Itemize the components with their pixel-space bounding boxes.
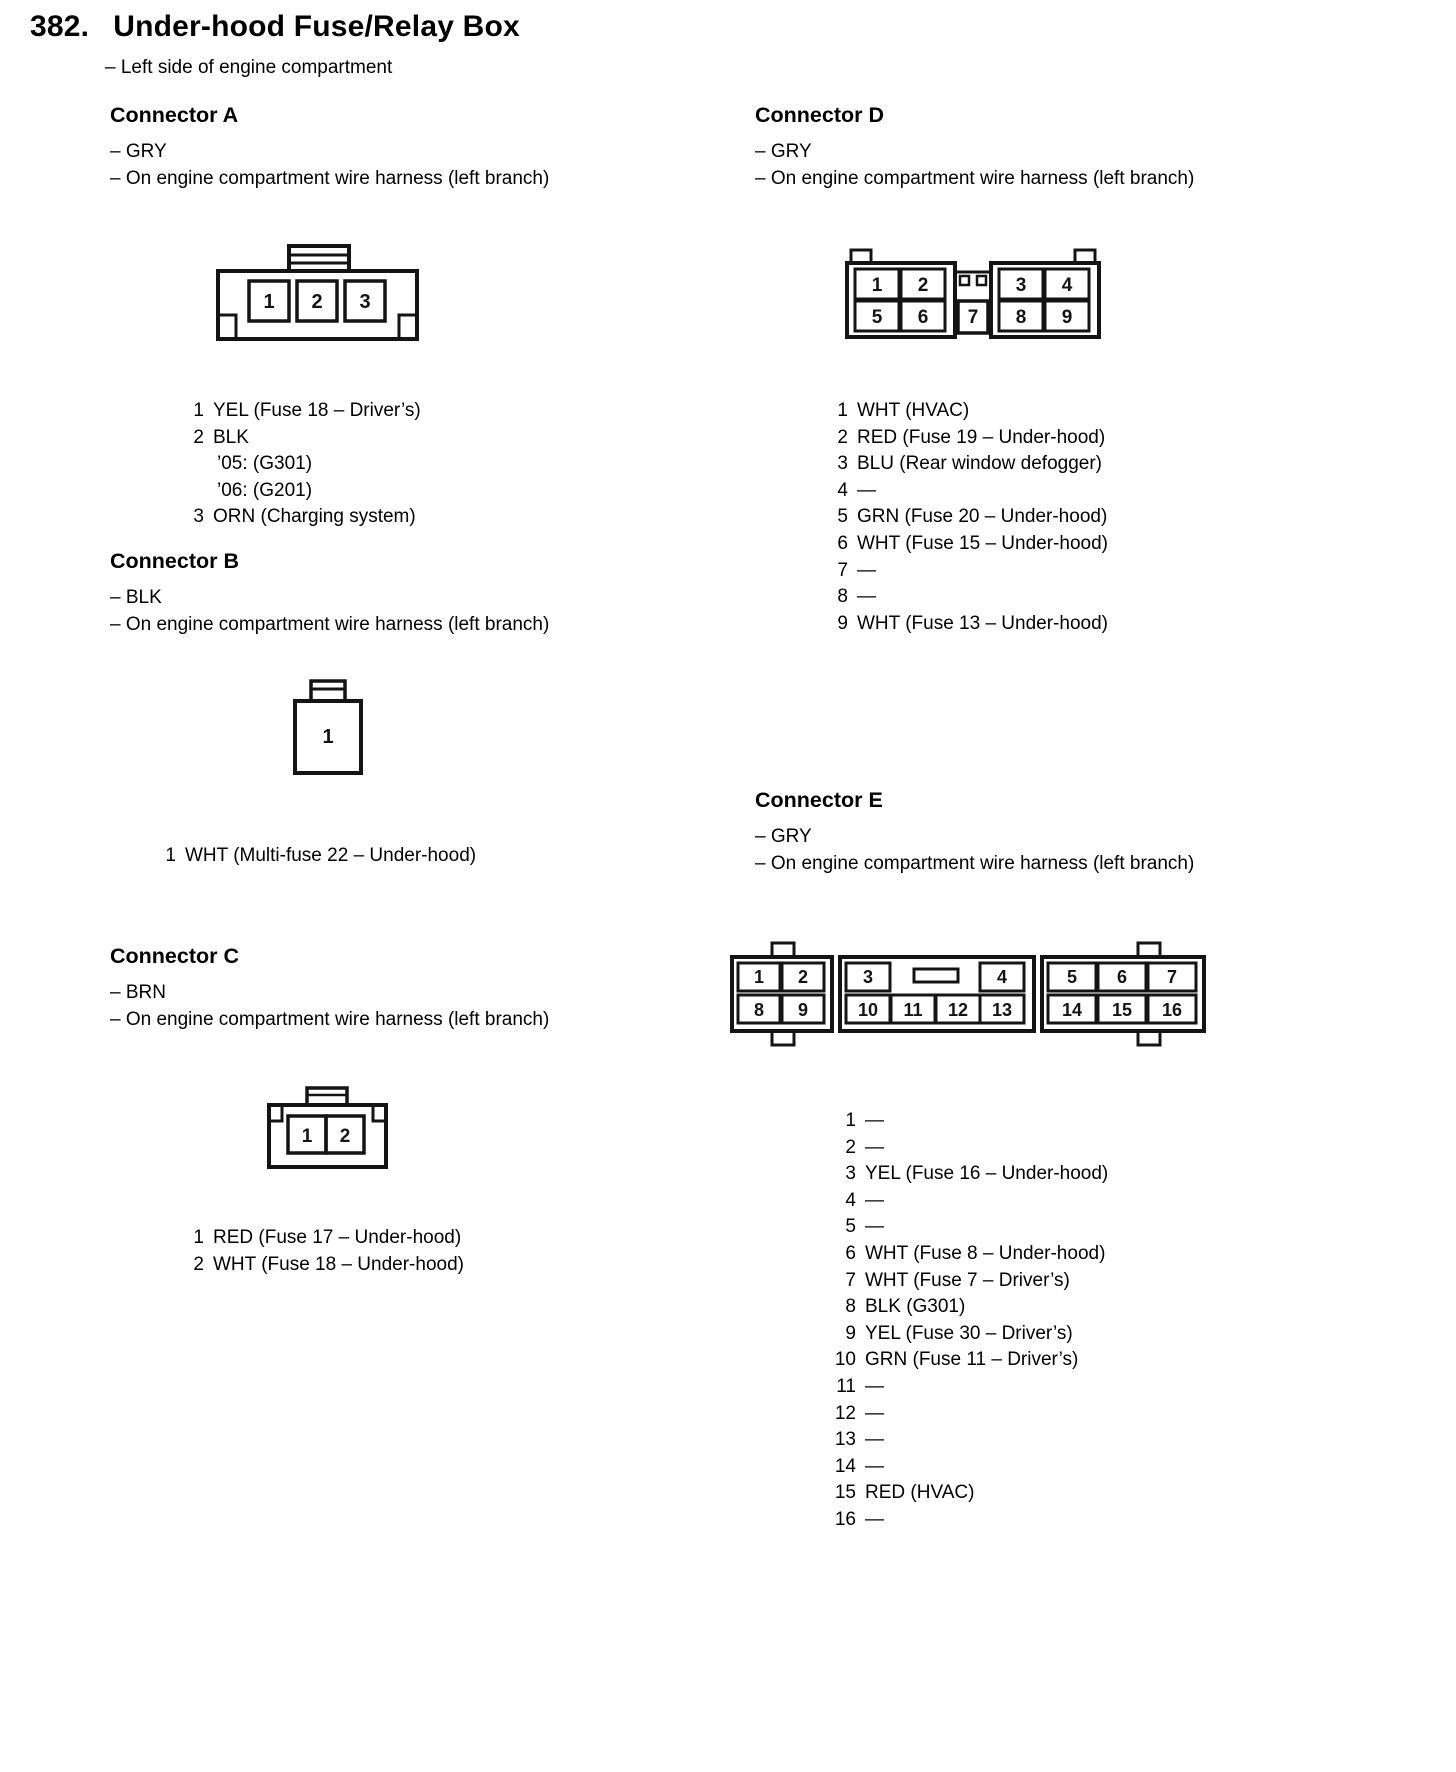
diagram-pin-label: 5 [871,307,883,328]
pin-number: 2 [837,426,848,448]
pin-description: WHT (Fuse 13 – Under-hood) [857,612,1108,634]
pin-number: 1 [193,1227,204,1248]
pin-description: YEL (Fuse 16 – Under-hood) [865,1163,1109,1185]
connector-d-harness-note: – On engine compartment wire harness (left branch) [755,168,1195,189]
connector-d-attributes [755,138,1194,192]
diagram-pin-label: 1 [301,1126,313,1147]
pin-row [830,1188,1108,1215]
pin-number [178,478,204,505]
pin-row [822,611,1108,638]
connector-e-heading: Connector E [755,788,883,812]
connector-d-diagram [843,245,1103,345]
pin-description: — [865,1402,884,1424]
latch-tab [772,1031,794,1045]
pin-number: 11 [836,1375,856,1397]
connector-d-pin-list [822,398,1108,637]
pin-description: YEL (Fuse 18 – Driver’s) [213,400,421,421]
pin-row [822,558,1108,585]
pin-row [830,1347,1108,1374]
pin-number: 13 [834,1429,856,1451]
diagram-pin-label: 14 [1061,1000,1083,1020]
diagram-pin-label: 3 [1015,275,1027,296]
connector-b-diagram [288,678,368,778]
pin-description: WHT (Fuse 7 – Driver’s) [865,1269,1070,1291]
pin-row [822,425,1108,452]
pin-number: 5 [837,506,848,528]
connector-b-pin-list [150,843,476,870]
pin-row [830,1135,1108,1162]
pin-number: 2 [193,426,204,448]
pin-number: 15 [834,1482,856,1504]
pin-description: — [865,1429,884,1451]
latch-tab [289,246,349,271]
connector-a-harness-note: – On engine compartment wire harness (left branch) [110,168,550,189]
pin-row [830,1108,1108,1135]
pin-number: 14 [834,1455,856,1477]
pin-number: 9 [837,612,848,634]
connector-c-heading: Connector C [110,944,239,968]
diagram-pin-label: 11 [903,1000,923,1020]
connector-a-heading: Connector A [110,103,239,127]
pin-number: 1 [837,400,848,421]
connector-d-heading: Connector D [755,103,884,127]
connector-b-attributes [110,584,549,638]
pin-description: — [865,1189,884,1211]
pin-description: WHT (Fuse 18 – Under-hood) [213,1253,464,1275]
pin-number: 3 [193,506,204,528]
connector-e-color: – GRY [755,826,812,847]
pin-row [822,398,1108,425]
pin-number: 6 [845,1242,856,1264]
diagram-pin-label: 12 [947,1000,969,1020]
pin-number: 10 [834,1349,856,1371]
pin-description: RED (Fuse 19 – Under-hood) [857,426,1106,448]
pin-number: 12 [834,1402,856,1424]
pin-description: — [865,1110,884,1131]
connector-c-harness-note: – On engine compartment wire harness (left branch) [110,1009,550,1030]
section-number: 382. [30,10,90,43]
pin-number: 7 [837,559,848,581]
pin-row [178,1225,464,1252]
pin-row [830,1161,1108,1188]
diagram-pin-label: 9 [1061,307,1073,328]
pin-number: 6 [837,532,848,554]
diagram-pin-label: 1 [322,726,334,748]
pin-number: 3 [845,1163,856,1185]
latch-tab [307,1088,347,1105]
pin-number: 4 [845,1189,856,1211]
pin-description: YEL (Fuse 30 – Driver’s) [865,1322,1073,1344]
diagram-pin-label: 6 [1116,967,1128,987]
pin-row [830,1454,1108,1481]
pin-number: 2 [845,1136,856,1158]
pin-description: — [865,1455,884,1477]
pin-number: 2 [193,1253,204,1275]
pin-description: — [857,479,876,501]
connector-c-attributes [110,979,549,1033]
pin-row [822,504,1108,531]
diagram-pin-label: 1 [753,967,765,987]
connector-b-harness-note: – On engine compartment wire harness (left branch) [110,614,550,635]
pin-number: 1 [165,845,176,866]
pin-row [822,531,1108,558]
diagram-pin-label: 6 [917,307,929,328]
latch-tab [772,943,794,957]
diagram-pin-label: 4 [996,967,1008,987]
diagram-pin-label: 3 [359,291,371,313]
connector-e-harness-note: – On engine compartment wire harness (left branch) [755,853,1195,874]
page-title-text: Under-hood Fuse/Relay Box [113,10,520,43]
pin-number: 16 [834,1508,856,1530]
pin-row [822,478,1108,505]
pin-description: RED (HVAC) [865,1482,975,1504]
page-title [30,10,520,44]
pin-number: 1 [193,400,204,421]
connector-c-outline [269,1088,386,1167]
pin-description: — [865,1375,884,1397]
pin-row [178,504,421,531]
pin-description: ORN (Charging system) [213,506,416,528]
latch-tab [311,681,345,701]
diagram-pin-label: 5 [1066,967,1078,987]
pin-row [830,1214,1108,1241]
pin-row-subnote [178,478,421,505]
pin-row [178,398,421,425]
pin-description: WHT (HVAC) [857,400,970,421]
pin-description: — [865,1216,884,1238]
pin-row [830,1241,1108,1268]
pin-row [830,1401,1108,1428]
connector-d-color: – GRY [755,141,812,162]
pin-number: 3 [837,453,848,475]
connector-a-color: – GRY [110,141,167,162]
latch-tab [1138,1031,1160,1045]
pin-description: BLU (Rear window defogger) [857,453,1103,475]
pin-row [822,584,1108,611]
pin-description: GRN (Fuse 11 – Driver’s) [865,1349,1079,1371]
connector-b-heading: Connector B [110,549,239,573]
diagram-pin-label: 9 [797,1000,809,1020]
pin-row [830,1427,1108,1454]
diagram-pin-label: 15 [1111,1000,1133,1020]
pin-row [822,451,1108,478]
connector-a-diagram [215,243,420,343]
connector-e-diagram [728,928,1208,1060]
pin-description: BLK (G301) [865,1296,966,1318]
connector-c-color: – BRN [110,982,166,1003]
connector-e-attributes [755,823,1194,877]
connector-b-color: – BLK [110,587,162,608]
pin-description: — [857,559,876,581]
pin-row [830,1268,1108,1295]
connector-a-pin-list [178,398,421,531]
pin-number: 7 [845,1269,856,1291]
pin-description: ’06: (G201) [217,479,313,501]
pin-number: 1 [845,1110,856,1131]
diagram-pin-label: 2 [311,291,323,313]
pin-description: WHT (Multi-fuse 22 – Under-hood) [185,845,477,866]
pin-description: BLK [213,426,249,448]
pin-description: WHT (Fuse 8 – Under-hood) [865,1242,1106,1264]
pin-description: ’05: (G301) [217,453,313,475]
pin-number: 9 [845,1322,856,1344]
diagram-pin-label: 3 [862,967,874,987]
diagram-pin-label: 1 [871,275,883,296]
pin-number: 8 [845,1296,856,1318]
latch-tab [1138,943,1160,957]
diagram-pin-label: 2 [797,967,809,987]
diagram-pin-label: 8 [1015,307,1027,328]
pin-description: RED (Fuse 17 – Under-hood) [213,1227,462,1248]
diagram-pin-label: 10 [857,1000,879,1020]
page-subtitle: – Left side of engine compartment [105,57,393,78]
pin-row [830,1480,1108,1507]
pin-description: WHT (Fuse 15 – Under-hood) [857,532,1108,554]
pin-row [178,425,421,452]
pin-description: — [857,586,876,608]
pin-number: 8 [837,586,848,608]
pin-number: 5 [845,1216,856,1238]
pin-row [830,1374,1108,1401]
diagram-pin-label: 16 [1161,1000,1183,1020]
pin-row [150,843,476,870]
diagram-pin-label: 7 [1166,967,1178,987]
diagram-pin-label: 4 [1061,275,1073,296]
pin-row [830,1507,1108,1534]
diagram-pin-label: 13 [991,1000,1013,1020]
pin-number: 4 [837,479,848,501]
diagram-pin-label: 2 [339,1126,351,1147]
connector-a-attributes [110,138,549,192]
pin-description: GRN (Fuse 20 – Under-hood) [857,506,1108,528]
diagram-pin-label: 2 [917,275,929,296]
diagram-pin-label: 7 [967,307,979,328]
connector-c-diagram [265,1085,390,1170]
connector-e-outline [732,943,1204,1045]
diagram-pin-label: 8 [753,1000,765,1020]
pin-number [178,451,204,478]
pin-description: — [865,1136,884,1158]
connector-c-pin-list [178,1225,464,1278]
pin-row [830,1294,1108,1321]
pin-description: — [865,1508,884,1530]
pin-row [830,1321,1108,1348]
pin-row [178,1252,464,1279]
diagram-pin-label: 1 [263,291,275,313]
pin-row-subnote [178,451,421,478]
connector-e-pin-list [830,1108,1108,1534]
